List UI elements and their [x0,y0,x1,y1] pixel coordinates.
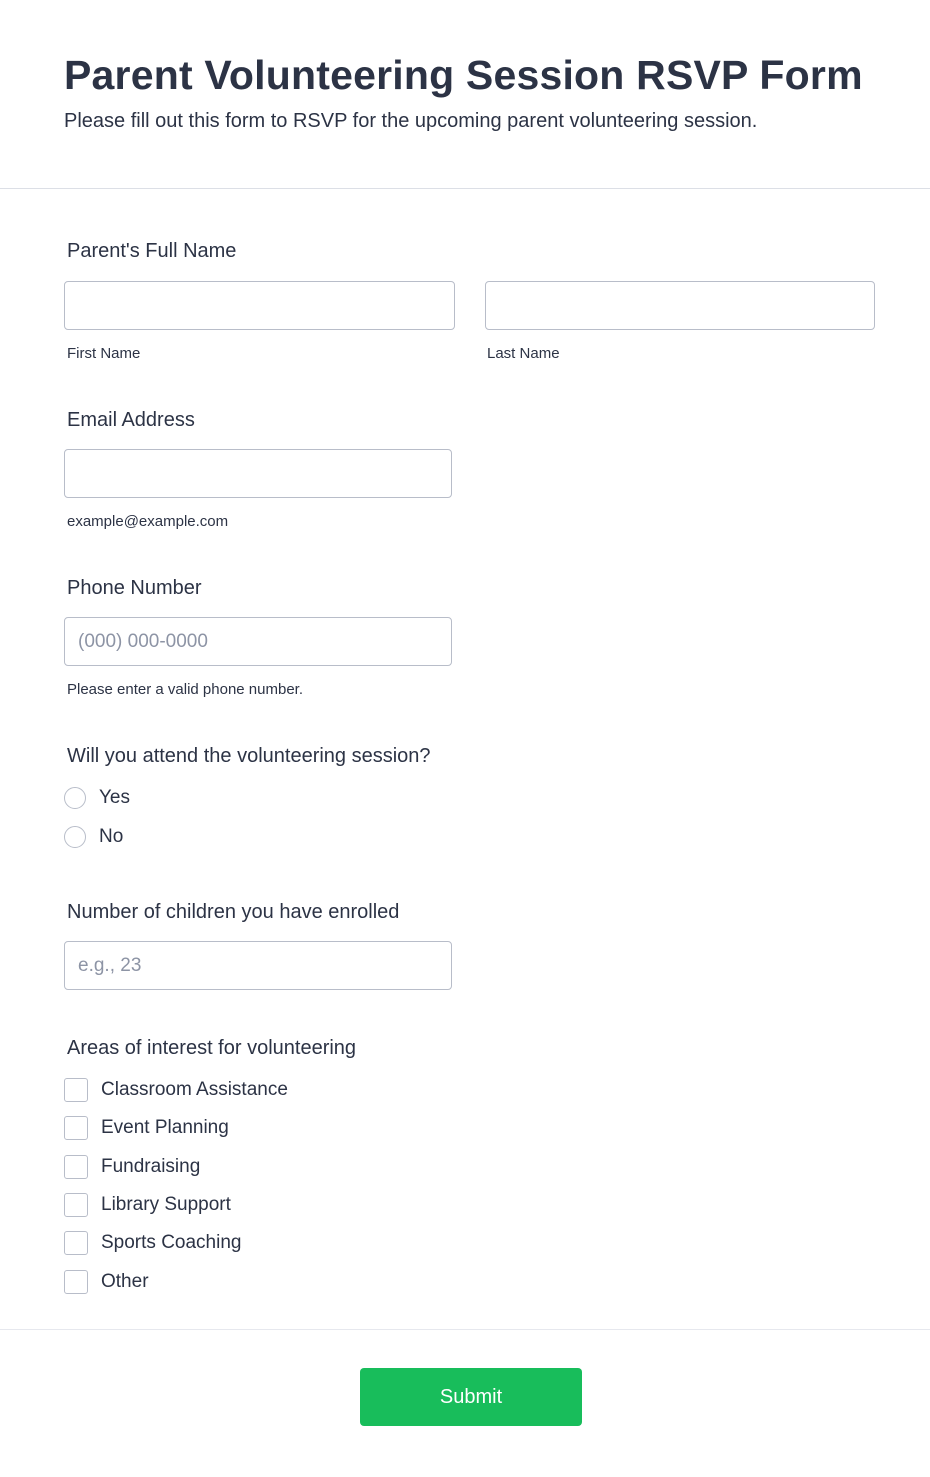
first-name-input[interactable] [64,281,455,330]
checkbox[interactable] [64,1116,88,1140]
checkbox-option-event-planning[interactable] [64,1115,229,1141]
checkbox-label: Sports Coaching [101,1232,242,1253]
phone-sublabel: Please enter a valid phone number. [67,681,303,698]
checkbox-label: Library Support [101,1194,231,1215]
form-subtitle: Please fill out this form to RSVP for the upcoming parent volunteering session. [64,110,758,132]
checkbox-label: Event Planning [101,1117,229,1138]
attend-question-label: Will you attend the volunteering session? [67,745,431,767]
first-name-sublabel: First Name [67,345,141,362]
checkbox-option-library-support[interactable] [64,1192,231,1218]
phone-label: Phone Number [67,577,202,599]
checkbox-option-classroom-assistance[interactable] [64,1077,288,1103]
phone-input[interactable] [64,617,452,666]
checkbox-option-fundraising[interactable] [64,1154,200,1180]
checkbox-option-other[interactable] [64,1269,149,1295]
email-sublabel: example@example.com [67,513,229,530]
children-label: Number of children you have enrolled [67,901,400,923]
radio-button[interactable] [64,787,86,809]
email-input[interactable] [64,449,452,498]
radio-option-yes[interactable] [64,785,130,811]
checkbox[interactable] [64,1231,88,1255]
checkbox-option-sports-coaching[interactable] [64,1230,241,1256]
radio-button[interactable] [64,826,86,848]
children-count-input[interactable] [64,941,452,990]
checkbox[interactable] [64,1078,88,1102]
form-title: Parent Volunteering Session RSVP Form [64,52,863,98]
radio-label: No [99,826,124,847]
footer-divider [0,1329,930,1330]
email-label: Email Address [67,409,195,431]
checkbox-label: Fundraising [101,1156,201,1177]
checkbox[interactable] [64,1270,88,1294]
checkbox[interactable] [64,1155,88,1179]
header-divider [0,188,930,189]
last-name-sublabel: Last Name [487,345,560,362]
checkbox-label: Other [101,1271,149,1292]
radio-option-no[interactable] [64,824,123,850]
full-name-label: Parent's Full Name [67,240,237,262]
checkbox[interactable] [64,1193,88,1217]
submit-button[interactable]: Submit [360,1368,582,1426]
interests-label: Areas of interest for volunteering [67,1037,357,1059]
radio-label: Yes [99,787,130,808]
checkbox-label: Classroom Assistance [101,1079,288,1100]
last-name-input[interactable] [485,281,875,330]
